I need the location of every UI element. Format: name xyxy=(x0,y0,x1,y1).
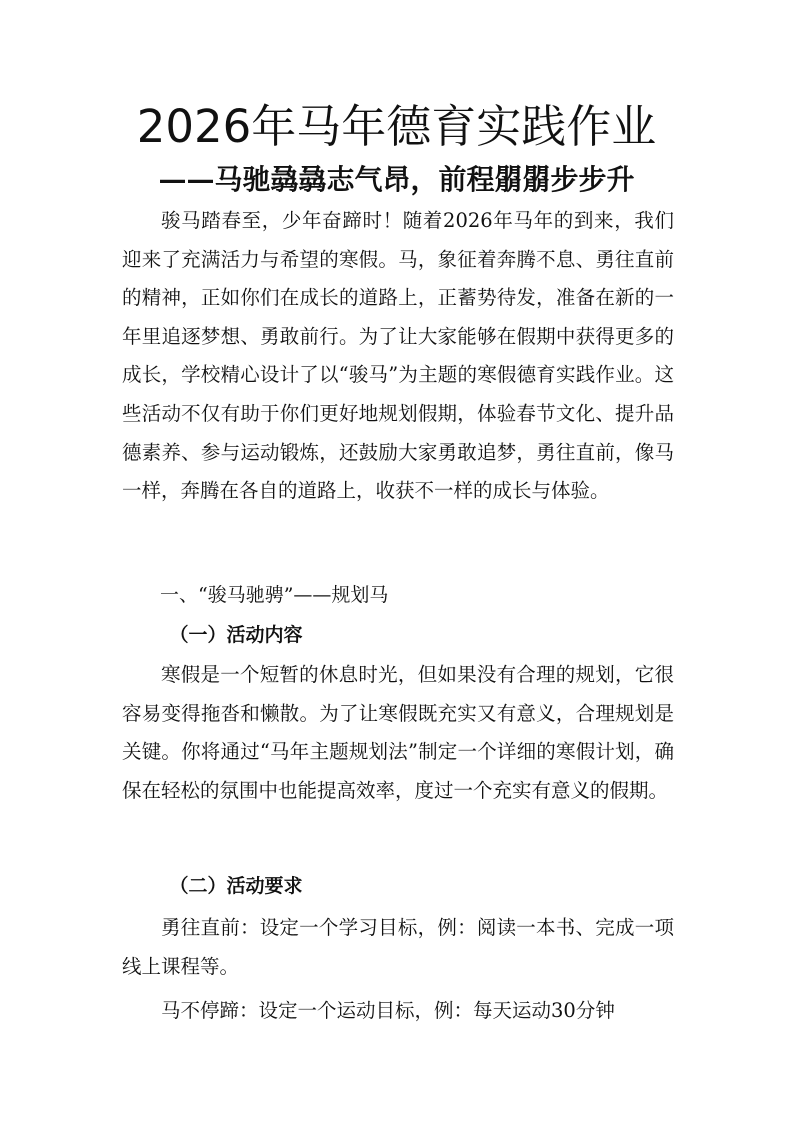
section-one-heading: 一、“骏马驰骋”——规划马 xyxy=(160,584,389,606)
document-subtitle: ——马驰骉骉志气昂，前程朤朤步步升 xyxy=(158,163,635,196)
intro-paragraph: 骏马踏春至，少年奋蹄时！随着2026年马年的到来，我们迎来了充满活力与希望的寒假。马，象征着奔腾不息、勇往直前的精神，正如你们在成长的道路上，正蓄势待发，准备在新的一年里追逐梦想、勇敢前行。为了让大家能够在假期中获得更多的成长，学校精心设计了以“骏马”为主题的寒假德育实践作业。这些活动不仅有助于你们更好地规划假期，体验春节文化、提升品德素养、参与运动锻炼，还鼓励大家勇敢追梦，勇往直前，像马一样，奔腾在各自的道路上，收获不一样的成长与体验。 xyxy=(122,209,674,503)
activity-content-paragraph: 寒假是一个短暂的休息时光，但如果没有合理的规划，它很容易变得拖沓和懒散。为了让寒假既充实又有意义，合理规划是关键。你将通过“马年主题规划法”制定一个详细的寒假计划，确保在轻松的氛围中也能提高效率，度过一个充实有意义的假期。 xyxy=(122,663,674,802)
activity-content-heading: （一）活动内容 xyxy=(169,624,303,646)
requirement-goal-study: 勇往直前：设定一个学习目标，例：阅读一本书、完成一项线上课程等。 xyxy=(122,916,674,978)
document-title: 2026年马年德育实践作业 xyxy=(136,100,657,153)
requirement-goal-exercise: 马不停蹄：设定一个运动目标，例：每天运动30分钟 xyxy=(161,999,615,1022)
activity-requirements-heading: （二）活动要求 xyxy=(169,875,303,897)
